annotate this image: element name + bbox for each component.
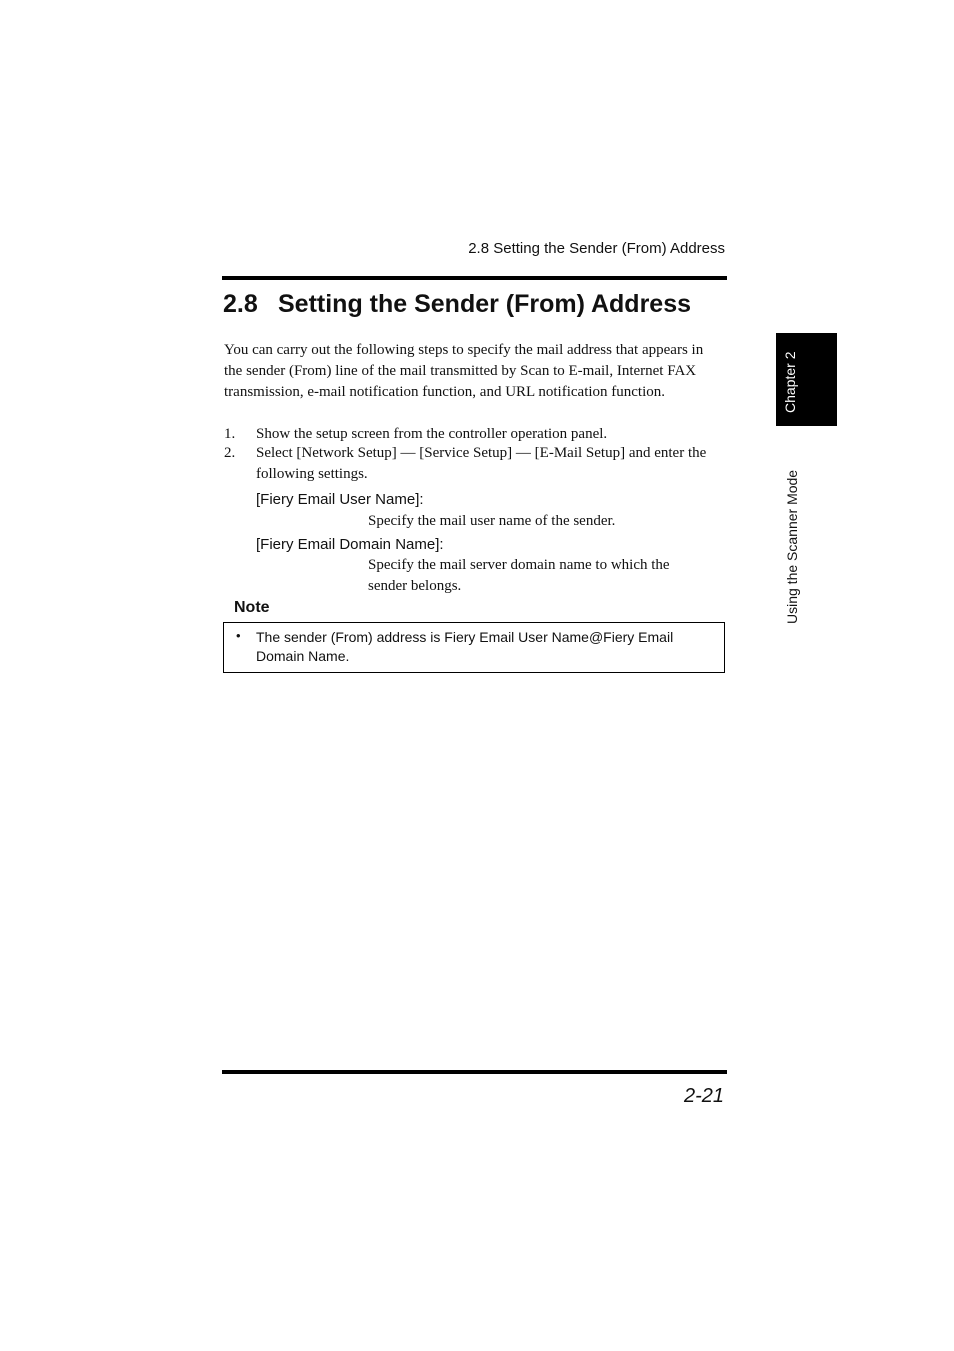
- step-number: 2.: [224, 445, 236, 461]
- intro-paragraph: You can carry out the following steps to specify the mail address that appears in the sender (From) line of the mail transmitted by Scan to E-mail, Internet FAX transmission, e-mail notification function, and URL notification function.: [224, 342, 704, 400]
- note-text: The sender (From) address is Fiery Email User Name@Fiery Email Domain Name.: [256, 629, 674, 664]
- chapter-tab: [776, 333, 837, 426]
- step-text: Select [Network Setup] — [Service Setup] — [E-Mail Setup] and enter the following settings.: [256, 445, 707, 482]
- section-title: [223, 290, 691, 319]
- setting-label: [Fiery Email Domain Name]:: [256, 536, 444, 553]
- step-text: Show the setup screen from the controller operation panel.: [256, 426, 608, 442]
- setting-description: Specify the mail server domain name to which the sender belongs.: [368, 557, 670, 594]
- bullet-icon: •: [236, 628, 241, 643]
- section-title-text: Setting the Sender (From) Address: [278, 290, 692, 318]
- chapter-caption: Using the Scanner Mode: [784, 469, 800, 624]
- note-heading: Note: [234, 599, 270, 616]
- section-number: 2.8: [223, 290, 258, 318]
- page-number: 2-21: [683, 1085, 724, 1107]
- running-header: 2.8 Setting the Sender (From) Address: [468, 240, 725, 257]
- chapter-tab-label: Chapter 2: [782, 351, 798, 413]
- header-rule: [222, 276, 727, 280]
- setting-description: Specify the mail user name of the sender.: [368, 513, 616, 529]
- step-item: [224, 443, 724, 485]
- setting-label: [Fiery Email User Name]:: [256, 491, 424, 508]
- footer-rule: [222, 1070, 727, 1074]
- step-item: [224, 424, 724, 445]
- step-number: 1.: [224, 426, 236, 442]
